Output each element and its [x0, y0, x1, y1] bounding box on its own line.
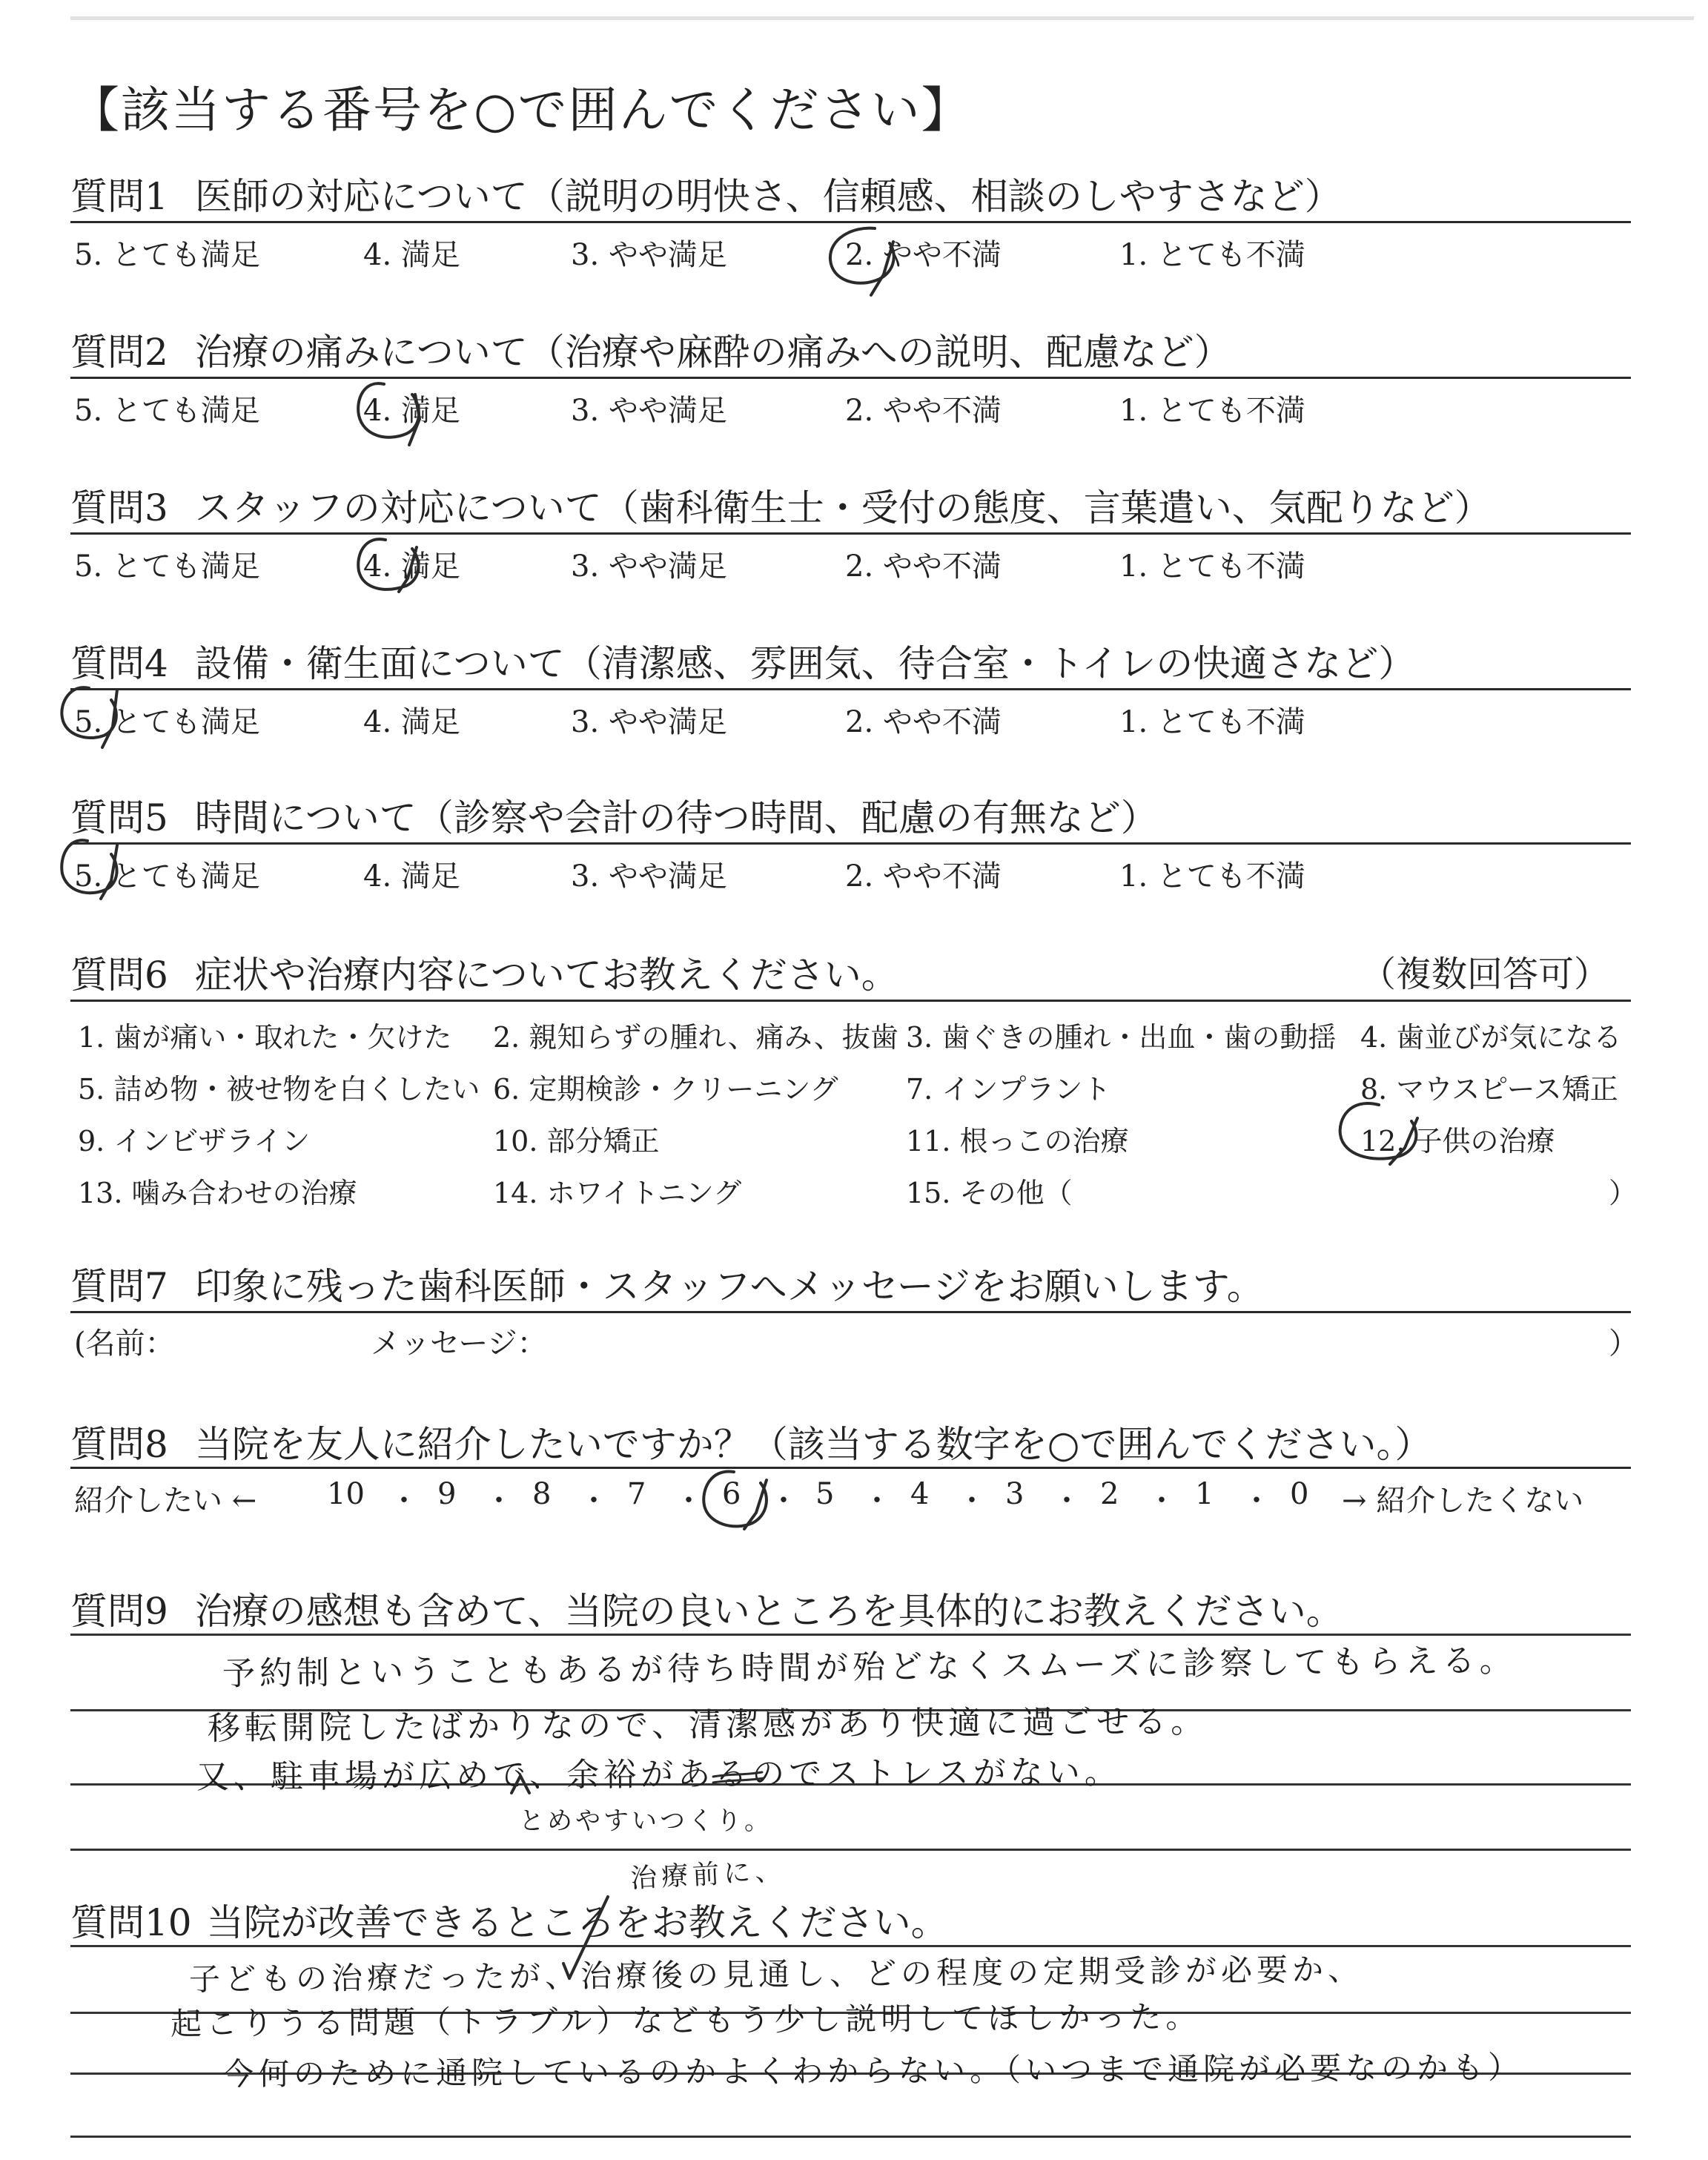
q8-dot: ・	[389, 1484, 419, 1518]
q1-option-2[interactable]: 2. やや不満	[845, 238, 1002, 272]
q8-dot: ・	[957, 1484, 987, 1518]
q6-item-15-close: ）	[1609, 1177, 1638, 1209]
q1-option-1[interactable]: 1. とても不満	[1119, 238, 1305, 272]
q4-option-4[interactable]: 4. 満足	[363, 705, 460, 739]
q6-item-15[interactable]: 15. その他（	[906, 1177, 1073, 1209]
q8-dot: ・	[1242, 1484, 1271, 1518]
q8-dot: ・	[1052, 1484, 1082, 1518]
q8-score-8[interactable]: 8	[532, 1477, 552, 1511]
q1-option-3[interactable]: 3. やや満足	[571, 238, 727, 272]
q1-option-5[interactable]: 5. とても満足	[74, 238, 260, 272]
q5-option-1[interactable]: 1. とても不満	[1119, 859, 1305, 894]
q6-item-12[interactable]: 12. 子供の治療	[1360, 1125, 1555, 1157]
q5-number: 質問5	[70, 796, 168, 839]
q6-item-2[interactable]: 2. 親知らずの腫れ、痛み、抜歯	[493, 1021, 898, 1054]
q9-number: 質問9	[70, 1590, 168, 1633]
q6-item-11[interactable]: 11. 根っこの治療	[906, 1125, 1129, 1157]
q4-option-3[interactable]: 3. やや満足	[571, 705, 727, 739]
q8-rule	[70, 1467, 1631, 1469]
q6-item-8[interactable]: 8. マウスピース矯正	[1360, 1073, 1618, 1106]
q10-title	[70, 1893, 948, 1946]
q6-title	[70, 945, 898, 999]
q10-writing-line	[70, 2136, 1631, 2138]
q4-option-2[interactable]: 2. やや不満	[845, 705, 1002, 739]
q8-dot: ・	[484, 1484, 514, 1518]
q6-item-7[interactable]: 7. インプラント	[906, 1073, 1111, 1106]
q6-number: 質問6	[70, 954, 168, 997]
q6-item-9[interactable]: 9. インビザライン	[78, 1125, 311, 1157]
q3-option-3[interactable]: 3. やや満足	[571, 549, 727, 584]
q2-option-2[interactable]: 2. やや不満	[845, 394, 1002, 428]
q2-number: 質問2	[70, 331, 168, 374]
q10-text: 当院が改善できるところをお教えください。	[206, 1901, 948, 1944]
q6-item-4[interactable]: 4. 歯並びが気になる	[1360, 1021, 1622, 1054]
q1-option-4[interactable]: 4. 満足	[363, 238, 460, 272]
q1-number: 質問1	[70, 175, 168, 218]
q8-score-0[interactable]: 0	[1290, 1477, 1309, 1511]
q6-item-6[interactable]: 6. 定期検診・クリーニング	[493, 1073, 838, 1106]
q5-title	[70, 788, 1158, 842]
q9-handwriting-insert: とめやすいつくり。	[519, 1806, 772, 1836]
q4-rule	[70, 688, 1631, 690]
q10-writing-line	[70, 1945, 1631, 1947]
q8-right-label: → 紹介したくない	[1342, 1484, 1584, 1518]
q10-handwriting-line-2: 起こりうる問題（トラブル）などもう少し説明してほしかった。	[170, 1998, 1202, 2042]
q4-text: 設備・衛生面について（清潔感、雰囲気、待合室・トイレの快適さなど）	[194, 642, 1416, 685]
q3-title	[70, 478, 1492, 532]
q4-number: 質問4	[70, 642, 168, 685]
top-edge-line	[70, 16, 1694, 20]
q6-item-5[interactable]: 5. 詰め物・被せ物を白くしたい	[78, 1073, 480, 1106]
q10-handwriting-insertion: 治療前に、	[629, 1855, 787, 1895]
q5-option-3[interactable]: 3. やや満足	[571, 859, 727, 894]
q3-rule	[70, 532, 1631, 535]
q2-option-5[interactable]: 5. とても満足	[74, 394, 260, 428]
q5-option-5[interactable]: 5. とても満足	[74, 859, 260, 894]
q9-text: 治療の感想も含めて、当院の良いところを具体的にお教えください。	[194, 1590, 1343, 1633]
q8-dot: ・	[674, 1484, 704, 1518]
q8-score-7[interactable]: 7	[627, 1477, 646, 1511]
q2-option-1[interactable]: 1. とても不満	[1119, 394, 1305, 428]
q8-text: 当院を友人に紹介したいですか？（該当する数字を○で囲んでください。）	[194, 1423, 1432, 1466]
q8-dot: ・	[579, 1484, 609, 1518]
q8-dot: ・	[1147, 1484, 1176, 1518]
q3-option-4[interactable]: 4. 満足	[363, 549, 460, 584]
q9-title	[70, 1582, 1343, 1635]
q3-option-1[interactable]: 1. とても不満	[1119, 549, 1305, 584]
q7-close-paren: ）	[1609, 1327, 1638, 1361]
q7-rule	[70, 1311, 1631, 1313]
q2-text: 治療の痛みについて（治療や麻酔の痛みへの説明、配慮など）	[194, 331, 1231, 374]
q5-rule	[70, 842, 1631, 845]
q8-score-10[interactable]: 10	[327, 1477, 365, 1511]
q6-item-14[interactable]: 14. ホワイトニング	[493, 1177, 742, 1209]
q8-left-label: 紹介したい ←	[74, 1484, 257, 1518]
q7-message-label: メッセージ：	[371, 1327, 547, 1361]
q2-title	[70, 323, 1231, 376]
q8-dot: ・	[862, 1484, 892, 1518]
q1-rule	[70, 221, 1631, 223]
q2-rule	[70, 377, 1631, 379]
q7-number: 質問7	[70, 1265, 168, 1308]
q5-text: 時間について（診察や会計の待つ時間、配慮の有無など）	[194, 796, 1158, 839]
q10-handwriting-line-3: 今何のために通院しているのかよくわからない。（いつまで通院が必要なのかも）	[222, 2049, 1524, 2093]
q5-option-4[interactable]: 4. 満足	[363, 859, 460, 894]
q2-option-4[interactable]: 4. 満足	[363, 394, 460, 428]
q3-option-5[interactable]: 5. とても満足	[74, 549, 260, 584]
q4-title	[70, 634, 1415, 687]
q8-title	[70, 1415, 1431, 1468]
q8-score-5[interactable]: 5	[815, 1477, 835, 1511]
q9-handwriting-line-3: 又、駐車場が広めで、余裕があるのでストレスがない。	[196, 1753, 1122, 1797]
q6-item-1[interactable]: 1. 歯が痛い・取れた・欠けた	[78, 1021, 452, 1054]
q6-item-13[interactable]: 13. 噛み合わせの治療	[78, 1177, 357, 1209]
q8-score-3[interactable]: 3	[1005, 1477, 1025, 1511]
page-header: 【該当する番号を○で囲んでください】	[70, 82, 972, 139]
q1-title	[70, 167, 1342, 220]
q9-handwriting-line-2: 移転開院したばかりなので、清潔感があり快適に過ごせる。	[207, 1702, 1208, 1748]
q6-multiple-note: （複数回答可）	[1360, 954, 1610, 995]
q7-text: 印象に残った歯科医師・スタッフへメッセージをお願いします。	[194, 1265, 1264, 1308]
q8-score-6[interactable]: 6	[722, 1477, 741, 1511]
q8-dot: ・	[769, 1484, 798, 1518]
q4-option-5[interactable]: 5. とても満足	[74, 705, 260, 739]
q4-option-1[interactable]: 1. とても不満	[1119, 705, 1305, 739]
q8-number: 質問8	[70, 1423, 168, 1466]
q2-option-3[interactable]: 3. やや満足	[571, 394, 727, 428]
q10-handwriting-line-1: 子どもの治療だったが、治療後の見通し、どの程度の定期受診が必要か、	[188, 1951, 1364, 1998]
q9-writing-line	[70, 1849, 1631, 1851]
q9-handwriting-line-1: 予約制ということもあるが待ち時間が殆どなくスムーズに診察してもらえる。	[222, 1641, 1517, 1694]
q8-score-2[interactable]: 2	[1100, 1477, 1119, 1511]
q7-name-label: (名前：	[74, 1327, 175, 1361]
q6-text: 症状や治療内容についてお教えください。	[194, 954, 898, 997]
q6-rule	[70, 1000, 1631, 1002]
q6-item-10[interactable]: 10. 部分矯正	[493, 1125, 660, 1157]
q7-title	[70, 1257, 1264, 1310]
q3-option-2[interactable]: 2. やや不満	[845, 549, 1002, 584]
q3-number: 質問3	[70, 486, 168, 529]
q10-number: 質問10	[70, 1901, 192, 1944]
q3-text: スタッフの対応について（歯科衛生士・受付の態度、言葉遣い、気配りなど）	[194, 486, 1492, 529]
q1-text: 医師の対応について（説明の明快さ、信頼感、相談のしやすさなど）	[194, 175, 1342, 218]
q6-item-3[interactable]: 3. 歯ぐきの腫れ・出血・歯の動揺	[906, 1021, 1337, 1054]
q5-option-2[interactable]: 2. やや不満	[845, 859, 1002, 894]
q8-score-1[interactable]: 1	[1195, 1477, 1214, 1511]
q8-score-4[interactable]: 4	[910, 1477, 930, 1511]
q8-score-9[interactable]: 9	[437, 1477, 457, 1511]
